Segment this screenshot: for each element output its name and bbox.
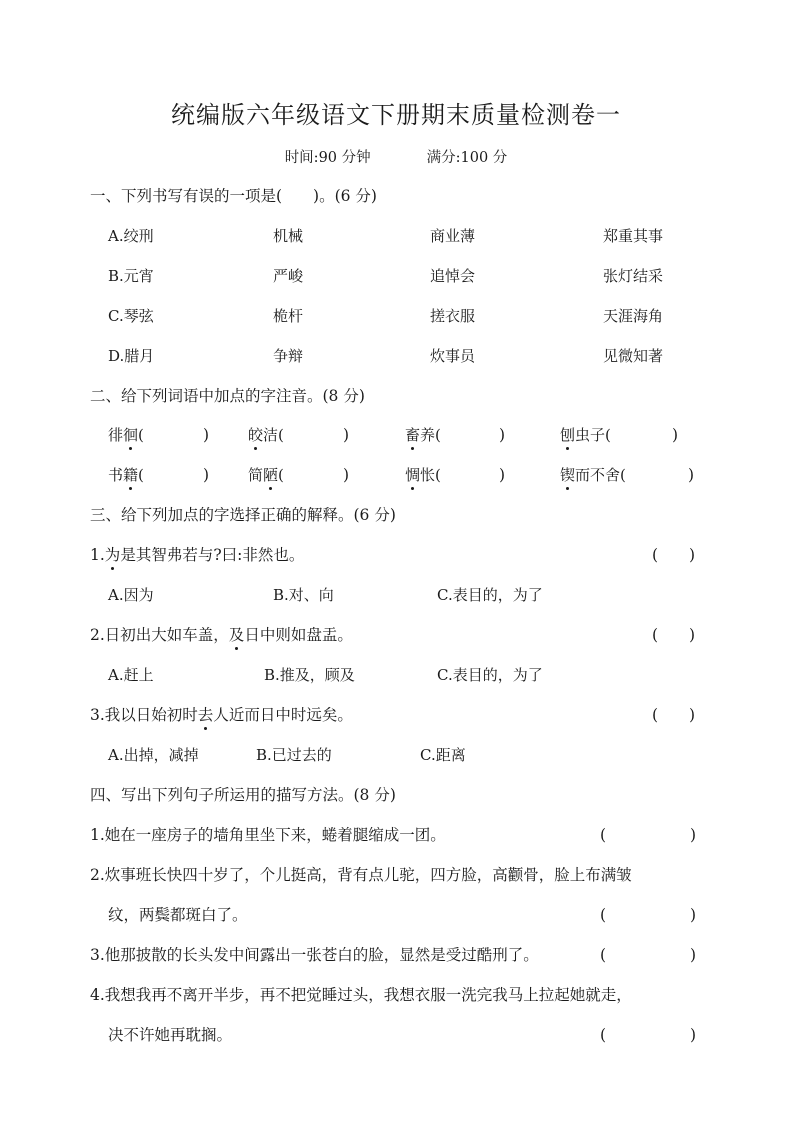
q1-cell: 见微知著 [603,347,664,365]
q1-cell: 追悼会 [430,267,476,285]
emphasis-char: 畜 [405,426,421,444]
exam-info [0,146,792,167]
answer-close: ) [203,466,210,484]
q3-option: A.因为 [108,586,154,604]
q1-cell: A.绞刑 [108,227,154,245]
q1-cell: 搓衣服 [430,307,476,325]
emphasis-char: 徊 [123,426,139,444]
answer-open: ( [600,946,607,964]
q4-sentence-cont: 决不许她再耽搁。 [108,1026,233,1044]
q3-option: A.赶上 [108,666,154,684]
q3-option: B.对、向 [273,586,334,604]
answer-close: ) [690,946,697,964]
q1-cell: 桅杆 [273,307,304,325]
exam-time: 时间:90 分钟 [284,150,371,166]
emphasis-char: 去 [197,706,214,724]
q1-cell: 天涯海角 [603,307,664,325]
q1-cell: C.琴弦 [108,307,154,325]
answer-open: ( [600,906,607,924]
q2-word: 惆怅( [405,466,441,484]
q2-heading: 二、给下列词语中加点的字注音。(8 分) [90,387,365,405]
q4-sentence: 4.我想我再不离开半步，再不把觉睡过头，我想衣服一洗完我马上拉起她就走， [90,986,632,1004]
q1-cell: 机械 [273,227,304,245]
answer-close: ) [690,826,697,844]
answer-close: ) [672,426,679,444]
q2-word: 皎洁( [248,426,284,444]
q3-option: B.已过去的 [256,746,332,764]
emphasis-char: 陋 [263,466,279,484]
emphasis-char: 籍 [123,466,139,484]
answer-close: ) [690,1026,697,1044]
emphasis-char: 刨 [560,426,576,444]
q1-cell: 争辩 [273,347,304,365]
q1-cell: 严峻 [273,267,304,285]
emphasis-char: 及 [228,626,245,644]
answer-bracket: ( ) [652,706,696,724]
q2-word: 简陋( [248,466,284,484]
q1-cell: 张灯结采 [603,267,664,285]
emphasis-char: 锲 [560,466,576,484]
answer-close: ) [499,426,506,444]
q1-heading: 一、下列书写有误的一项是( )。(6 分) [90,187,377,205]
answer-close: ) [343,466,350,484]
q3-question: 3.我以日始初时去人近而日中时远矣。 [90,706,353,724]
q4-sentence-cont: 纹，两鬓都斑白了。 [108,906,248,924]
answer-open: ( [600,1026,607,1044]
q3-question: 1.为是其智弗若与?曰:非然也。 [90,546,305,564]
q1-cell: D.腊月 [108,347,155,365]
q1-cell: 炊事员 [430,347,476,365]
answer-open: ( [600,826,607,844]
exam-score: 满分:100 分 [426,150,508,166]
emphasis-char: 为 [104,546,121,564]
q2-word: 刨虫子( [560,426,611,444]
q2-word: 书籍( [108,466,144,484]
answer-close: ) [688,466,695,484]
q4-heading: 四、写出下列句子所运用的描写方法。(8 分) [90,786,396,804]
q3-option: C.距离 [420,746,466,764]
q3-option: C.表目的，为了 [437,666,543,684]
q1-cell: 郑重其事 [603,227,664,245]
answer-close: ) [499,466,506,484]
answer-close: ) [203,426,210,444]
q3-heading: 三、给下列加点的字选择正确的解释。(6 分) [90,506,396,524]
q3-question: 2.日初出大如车盖，及日中则如盘盂。 [90,626,353,644]
q4-sentence: 2.炊事班长快四十岁了，个儿挺高，背有点儿驼，四方脸，高颧骨，脸上布满皱 [90,866,632,884]
q1-cell: 商业薄 [430,227,476,245]
q2-word: 徘徊( [108,426,144,444]
q4-sentence: 3.他那披散的长头发中间露出一张苍白的脸，显然是受过酷刑了。 [90,946,539,964]
answer-close: ) [690,906,697,924]
q2-word: 锲而不舍( [560,466,626,484]
q3-option: B.推及，顾及 [264,666,355,684]
emphasis-char: 皎 [248,426,264,444]
q3-option: A.出掉，减掉 [108,746,199,764]
q3-option: C.表目的，为了 [437,586,543,604]
answer-bracket: ( ) [652,626,696,644]
q4-sentence: 1.她在一座房子的墙角里坐下来，蜷着腿缩成一团。 [90,826,446,844]
page-title: 统编版六年级语文下册期末质量检测卷一 [171,101,621,129]
answer-close: ) [343,426,350,444]
q2-word: 畜养( [405,426,441,444]
q1-cell: B.元宵 [108,267,154,285]
emphasis-char: 惆 [405,466,421,484]
answer-bracket: ( ) [652,546,696,564]
